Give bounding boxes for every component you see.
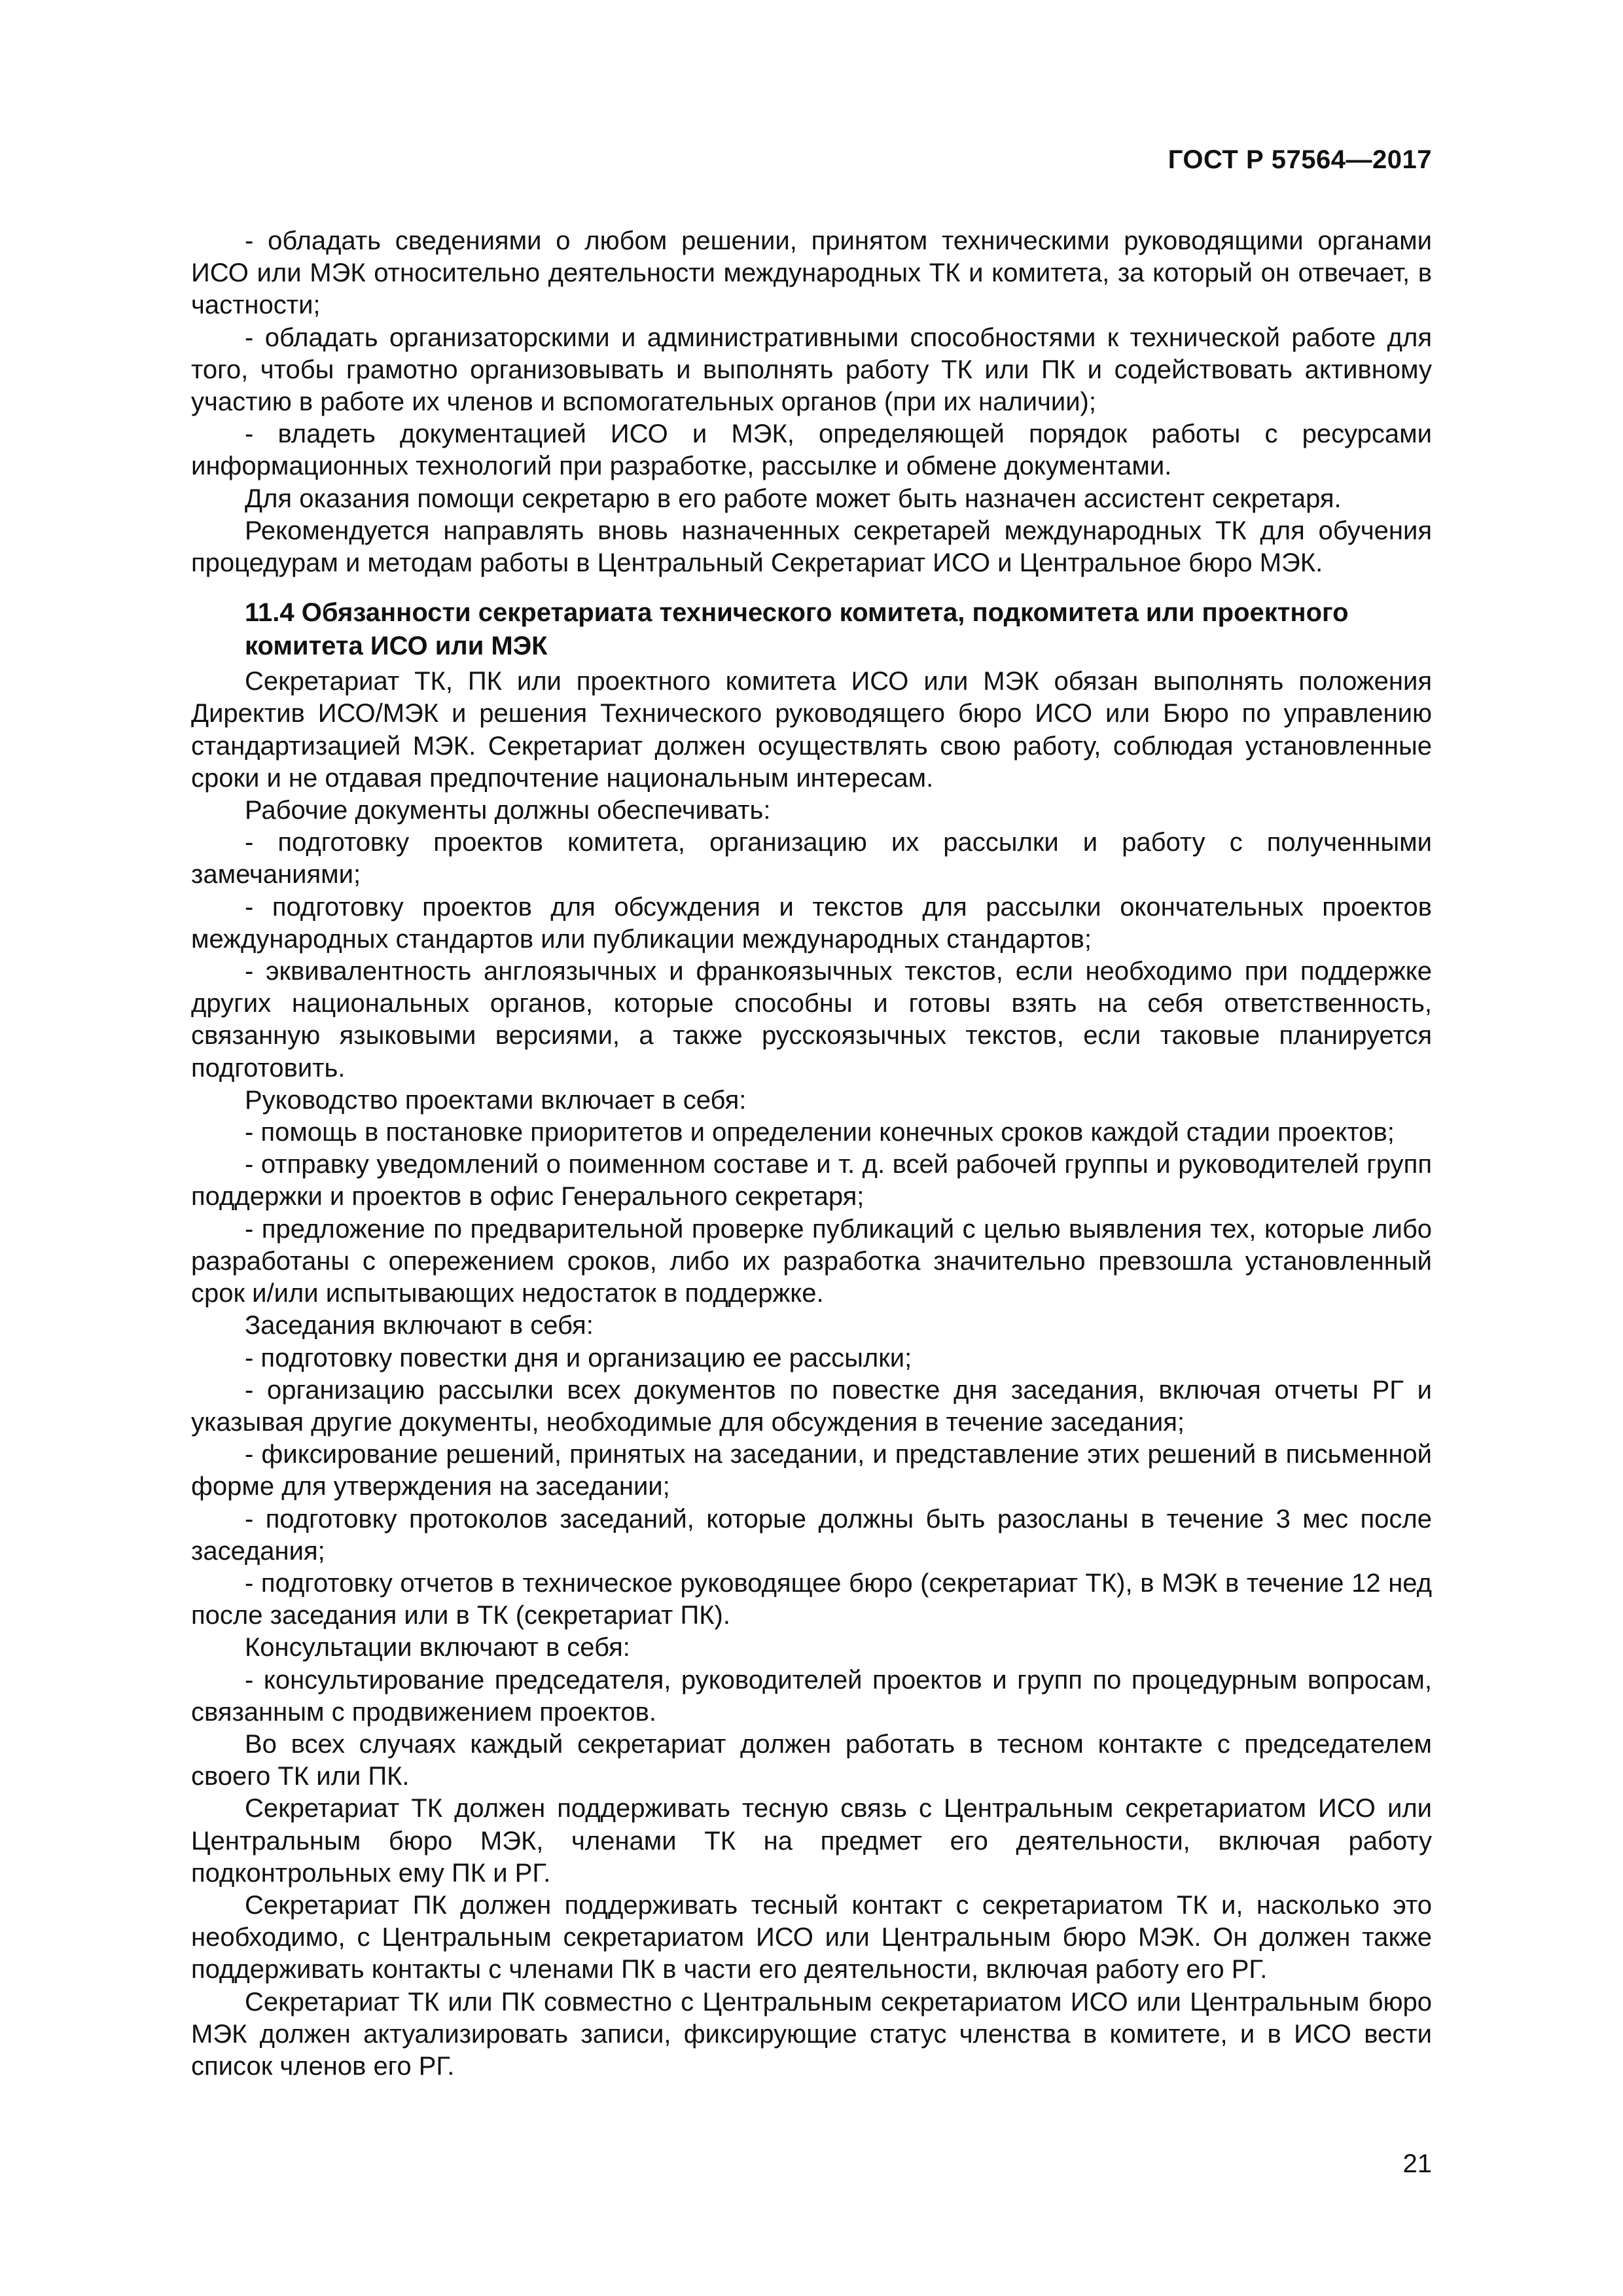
paragraph: Руководство проектами включает в себя:: [245, 1085, 747, 1115]
list-item: - фиксирование решений, принятых на заседании, и представление этих решений в письменной форме для утверждения на заседании;: [191, 1440, 1432, 1501]
list-item: - организацию рассылки всех документов по повестке дня заседания, включая отчеты РГ и указывая другие документы, необходимые для обсуждения в течение заседания;: [191, 1375, 1432, 1437]
list-item: - подготовку повестки дня и организацию ее рассылки;: [245, 1343, 912, 1372]
paragraph: - владеть документацией ИСО и МЭК, определяющей порядок работы с ресурсами информационных технологий при разработке, рассылке и обмене документами.: [191, 420, 1432, 481]
paragraph: Секретариат ТК или ПК совместно с Центральным секретариатом ИСО или Центральным бюро МЭК должен актуализировать записи, фиксирующие статус членства в комитете, и в ИСО вести список членов его РГ.: [191, 1987, 1432, 2081]
paragraph: - обладать сведениями о любом решении, принятом техническими руководящими органами ИСО или МЭК относительно деятельности международных ТК и комитета, за который он отвечает, в частности;: [191, 226, 1432, 320]
section-heading: 11.4 Обязанности секретариата технического комитета, подкомитета или проектного комитета ИСО или МЭК: [245, 598, 1349, 661]
list-item: - подготовку проектов комитета, организацию их рассылки и работу с полученными замечаниями;: [191, 828, 1432, 889]
list-item: - подготовку проектов для обсуждения и текстов для рассылки окончательных проектов международных стандартов или публикации международных стандартов;: [191, 892, 1432, 954]
paragraph: Секретариат ТК, ПК или проектного комитета ИСО или МЭК обязан выполнять положения Директив ИСО/МЭК и решения Технического руководящего бюро ИСО или Бюро по управлению стандартизацией МЭК. Секретариат должен осуществлять свою работу, соблюдая установленные сроки и не отдавая предпочтение национальным интересам.: [191, 667, 1432, 793]
paragraph: - обладать организаторскими и административными способностями к технической работе для того, чтобы грамотно организовывать и выполнять работу ТК или ПК и содействовать активному участию в работе их членов и вспомогательных органов (при их наличии);: [191, 323, 1432, 417]
list-item: - помощь в постановке приоритетов и определении конечных сроков каждой стадии проектов;: [245, 1118, 1395, 1147]
paragraph: Рабочие документы должны обеспечивать:: [245, 796, 771, 825]
paragraph: Во всех случаях каждый секретариат должен работать в тесном контакте с председателем своего ТК или ПК.: [191, 1729, 1432, 1791]
page-body: [191, 225, 1432, 2083]
paragraph: Секретариат ТК должен поддерживать тесную связь с Центральным секретариатом ИСО или Центральным бюро МЭК, членами ТК на предмет его деятельности, включая работу подконтрольных ему ПК и РГ.: [191, 1794, 1432, 1888]
paragraph: Секретариат ПК должен поддерживать тесный контакт с секретариатом ТК и, насколько это необходимо, с Центральным секретариатом ИСО или Центральным бюро МЭК. Он должен также поддерживать контакты с членами ПК в части его деятельности, включая работу его РГ.: [191, 1890, 1432, 1984]
list-item: - предложение по предварительной проверке публикаций с целью выявления тех, которые либо разработаны с опережением сроков, либо их разработка значительно превзошла установленный срок и/или испытывающих недостаток в поддержке.: [191, 1214, 1432, 1308]
list-item: - подготовку отчетов в техническое руководящее бюро (секретариат ТК), в МЭК в течение 12 нед после заседания или в ТК (секретариат ПК).: [191, 1568, 1432, 1630]
paragraph: Для оказания помощи секретарю в его работе может быть назначен ассистент секретаря.: [245, 484, 1342, 513]
standard-header: ГОСТ Р 57564—2017: [1168, 145, 1432, 174]
list-item: - подготовку протоколов заседаний, которые должны быть разосланы в течение 3 мес после заседания;: [191, 1504, 1432, 1566]
page-number: 21: [1402, 2149, 1432, 2178]
list-item: - эквивалентность англоязычных и франкоязычных текстов, если необходимо при поддержке других национальных органов, которые способны и готовы взять на себя ответственность, связанную языковыми версиями, а также русскоязычных текстов, если таковые планируется подготовить.: [191, 957, 1432, 1083]
paragraph: Консультации включают в себя:: [245, 1633, 630, 1662]
list-item: - отправку уведомлений о поименном составе и т. д. всей рабочей группы и руководителей групп поддержки и проектов в офис Генерального секретаря;: [191, 1150, 1432, 1211]
list-item: - консультирование председателя, руководителей проектов и групп по процедурным вопросам, связанным с продвижением проектов.: [191, 1665, 1432, 1727]
paragraph: Заседания включают в себя:: [245, 1311, 594, 1340]
paragraph: Рекомендуется направлять вновь назначенных секретарей международных ТК для обучения процедурам и методам работы в Центральный Секретариат ИСО и Центральное бюро МЭК.: [191, 516, 1432, 578]
